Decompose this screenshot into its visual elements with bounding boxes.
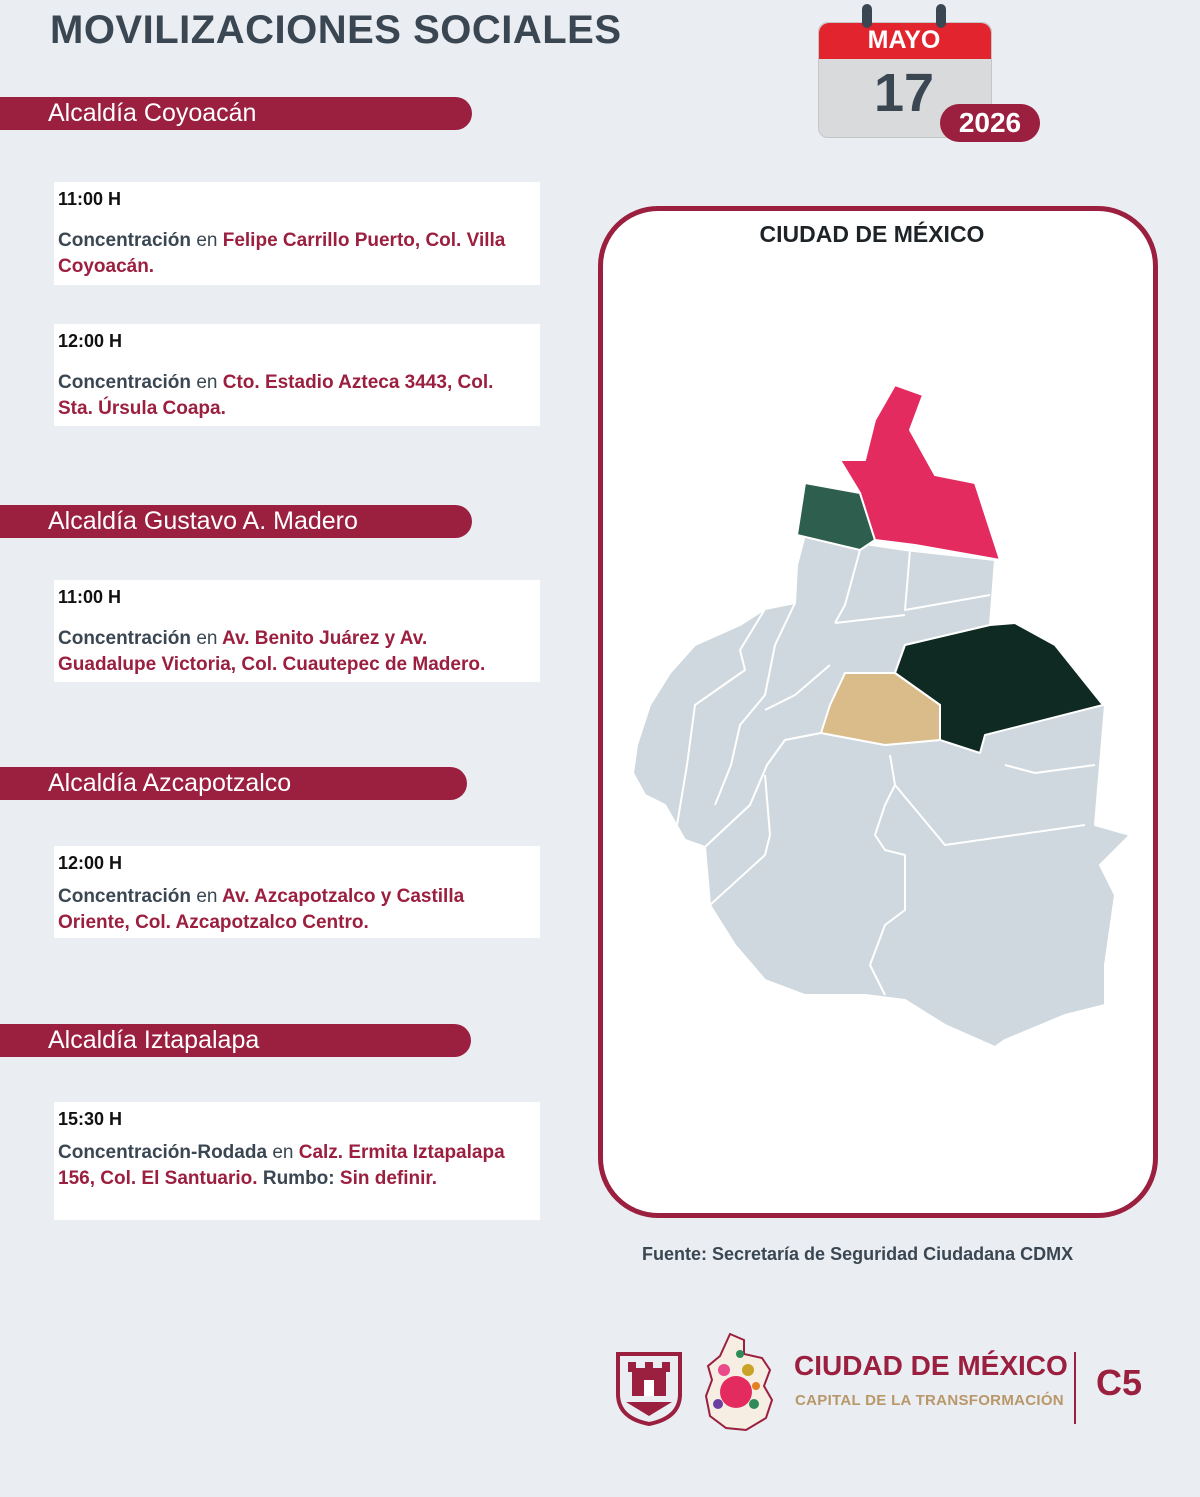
event-time: 11:00 H [58, 587, 122, 607]
source-note: Fuente: Secretaría de Seguridad Ciudadana CDMX [642, 1244, 1074, 1264]
event-card [54, 846, 540, 938]
cdmx-map-logo-icon [700, 1330, 776, 1434]
brand-divider [1074, 1352, 1076, 1424]
event-place: Av. Azcapotzalco y Castilla Oriente, Col. Azcapotzalco Centro. [58, 886, 465, 933]
event-description [58, 1140, 530, 1192]
event-time: 12:00 H [58, 331, 123, 351]
map-frame [598, 206, 1158, 1218]
cdmx-shield-icon [614, 1350, 684, 1426]
event-card [54, 580, 540, 682]
event-description [58, 228, 530, 280]
event-description [58, 884, 530, 936]
event-type: Concentración [58, 886, 192, 907]
event-route-value: Sin definir. [339, 1168, 438, 1189]
map-title: CIUDAD DE MÉXICO [759, 221, 985, 247]
event-place: Felipe Carrillo Puerto, Col. Villa Coyoacán. [58, 230, 506, 277]
page-title: MOVILIZACIONES SOCIALES [50, 8, 622, 52]
calendar-day: 17 [873, 63, 935, 123]
event-description [58, 370, 530, 422]
event-time: 15:30 H [58, 1109, 123, 1129]
event-connector: en [272, 1142, 294, 1163]
event-connector: en [196, 628, 218, 649]
brand-title: CIUDAD DE MÉXICO [794, 1350, 1068, 1381]
event-connector: en [196, 372, 218, 393]
event-place: Av. Benito Juárez y Av. Guadalupe Victoria, Col. Cuautepec de Madero. [58, 628, 486, 675]
event-connector: en [196, 230, 218, 251]
calendar-ring-icon [862, 4, 872, 28]
calendar-year: 2026 [940, 104, 1040, 142]
event-place: Calz. Ermita Iztapalapa 156, Col. El Santuario. [58, 1142, 505, 1189]
event-description [58, 626, 530, 678]
event-type: Concentración [58, 372, 192, 393]
date-calendar [818, 4, 1042, 144]
event-card [54, 1102, 540, 1220]
event-place: Cto. Estadio Azteca 3443, Col. Sta. Úrsula Coapa. [58, 372, 494, 419]
c5-logo: C5 [1096, 1362, 1143, 1403]
section-header-iztapalapa: Alcaldía Iztapalapa [0, 1024, 471, 1057]
event-type: Concentración [58, 230, 192, 251]
event-type: Concentración-Rodada [58, 1142, 268, 1163]
calendar-month: MAYO [867, 26, 941, 54]
section-header-coyoacan: Alcaldía Coyoacán [0, 97, 472, 130]
section-header-gustavo-a-madero: Alcaldía Gustavo A. Madero [0, 505, 472, 538]
footer-logos [612, 1330, 1172, 1430]
event-card [54, 182, 540, 285]
brand-subtitle: CAPITAL DE LA TRANSFORMACIÓN [795, 1392, 1064, 1409]
event-route-label: Rumbo: [262, 1168, 335, 1189]
calendar-ring-icon [936, 4, 946, 28]
cdmx-map [625, 381, 1145, 1061]
event-card [54, 324, 540, 426]
event-connector: en [196, 886, 218, 907]
event-type: Concentración [58, 628, 192, 649]
section-header-azcapotzalco: Alcaldía Azcapotzalco [0, 767, 467, 800]
event-time: 11:00 H [58, 189, 122, 209]
event-time: 12:00 H [58, 853, 123, 873]
